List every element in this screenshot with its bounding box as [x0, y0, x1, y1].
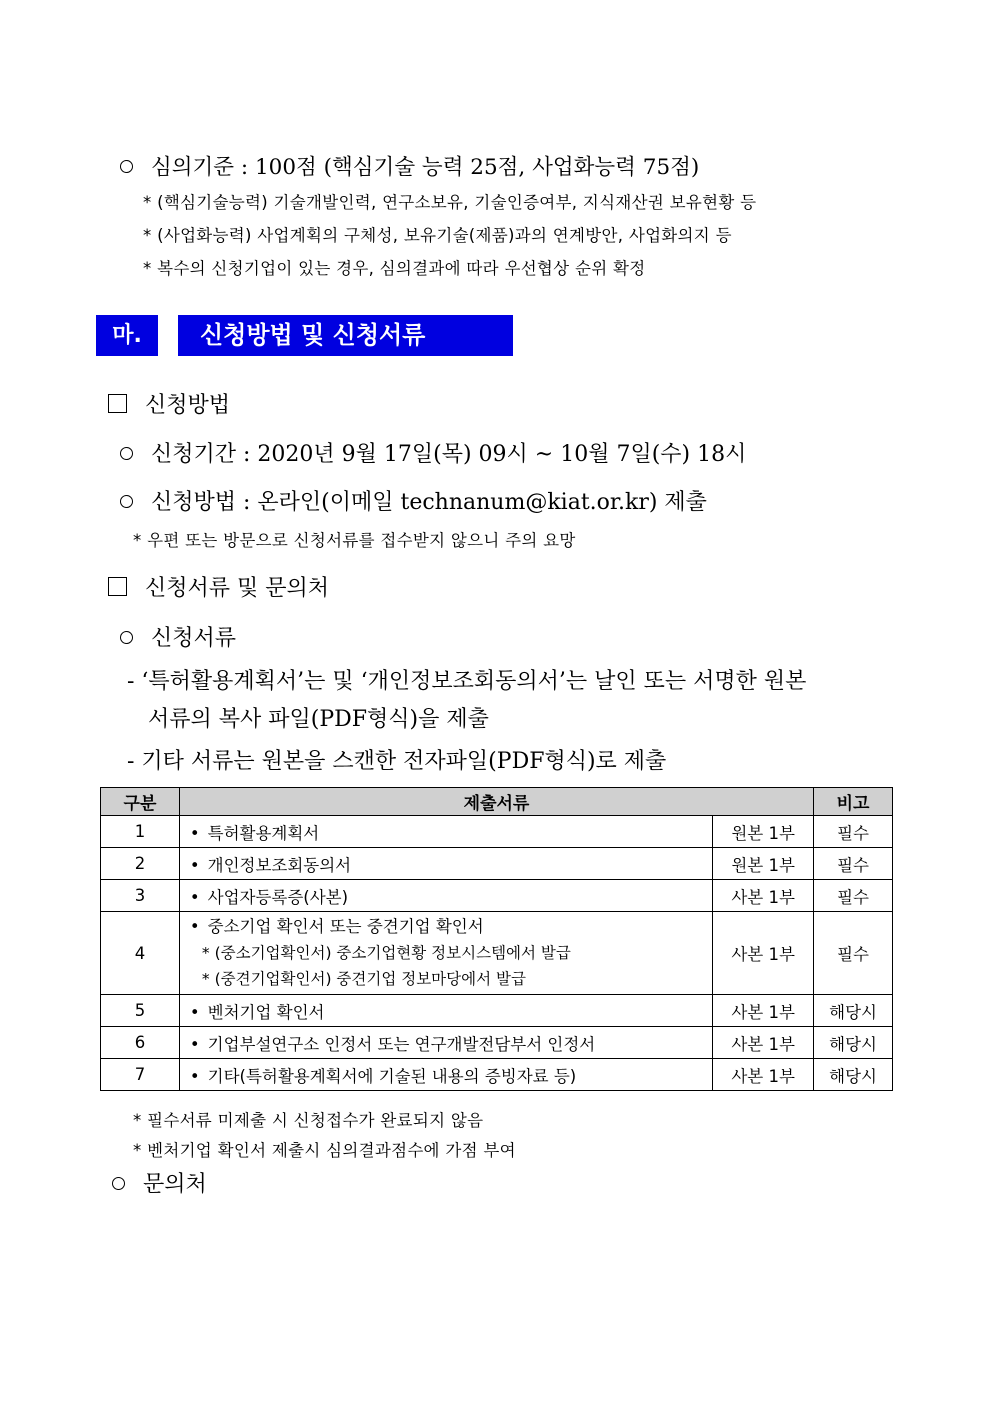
docs-heading	[108, 571, 329, 602]
criteria-note-2: * (사업화능력) 사업계획의 구체성, 보유기술(제품)과의 연계방안, 사업화의지 등	[143, 226, 732, 245]
docs-sub-text: 신청서류	[151, 626, 237, 651]
circle-bullet-icon	[120, 495, 133, 508]
header-docs: 제출서류	[179, 788, 813, 816]
row-item: • 기타(특허활용계획서에 기술된 내용의 증빙자료 등)	[190, 1067, 576, 1086]
criteria-text: 심의기준 : 100점 (핵심기술 능력 25점, 사업화능력 75점)	[151, 155, 700, 180]
table-row	[101, 880, 893, 912]
table-row	[101, 1059, 893, 1091]
footnote-1: * 필수서류 미제출 시 신청접수가 완료되지 않음	[133, 1111, 484, 1130]
circle-bullet-icon	[120, 160, 133, 173]
row-subnote-2: * (중견기업확인서) 중견기업 정보마당에서 발급	[201, 970, 526, 988]
row-copy: 사본 1부	[713, 995, 814, 1027]
contact-text: 문의처	[143, 1172, 207, 1197]
docs-sub	[120, 621, 236, 652]
criteria-line	[120, 150, 699, 181]
circle-bullet-icon	[112, 1177, 125, 1190]
method-how	[120, 485, 707, 516]
table-row	[101, 848, 893, 880]
section-label: 마.	[96, 315, 158, 356]
method-how-text: 신청방법 : 온라인(이메일 technanum@kiat.or.kr) 제출	[151, 490, 707, 515]
method-heading-text: 신청방법	[145, 393, 231, 418]
row-copy: 사본 1부	[713, 880, 814, 912]
row-note: 필수	[814, 848, 893, 880]
documents-table	[100, 787, 893, 1091]
header-note: 비고	[814, 788, 893, 816]
row-subnote-1: * (중소기업확인서) 중소기업현황 정보시스템에서 발급	[201, 944, 571, 962]
docs-line1b: 서류의 복사 파일(PDF형식)을 제출	[148, 707, 489, 732]
footnote-2: * 벤처기업 확인서 제출시 심의결과점수에 가점 부여	[133, 1141, 516, 1160]
row-note: 필수	[814, 816, 893, 848]
docs-line1a: - ‘특허활용계획서’는 및 ‘개인정보조회동의서’는 날인 또는 서명한 원본	[127, 669, 807, 694]
row-note: 해당시	[814, 1059, 893, 1091]
table-row	[101, 816, 893, 848]
row-copy: 사본 1부	[713, 1027, 814, 1059]
row-no: 4	[101, 912, 180, 995]
row-item: • 사업자등록증(사본)	[190, 888, 348, 907]
row-item: • 벤처기업 확인서	[190, 1003, 325, 1022]
method-heading	[108, 388, 230, 419]
docs-line2: - 기타 서류는 원본을 스캔한 전자파일(PDF형식)로 제출	[127, 749, 667, 774]
row-no: 7	[101, 1059, 180, 1091]
table-row	[101, 995, 893, 1027]
row-no: 1	[101, 816, 180, 848]
square-bullet-icon	[108, 577, 127, 596]
row-no: 6	[101, 1027, 180, 1059]
row-item: • 중소기업 확인서 또는 중견기업 확인서	[190, 914, 712, 940]
method-note: * 우편 또는 방문으로 신청서류를 접수받지 않으니 주의 요망	[133, 531, 576, 550]
row-item: • 개인정보조회동의서	[190, 856, 351, 875]
row-copy: 사본 1부	[713, 912, 814, 995]
row-copy: 사본 1부	[713, 1059, 814, 1091]
table-row	[101, 912, 893, 995]
docs-heading-text: 신청서류 및 문의처	[145, 576, 330, 601]
table-header-row	[101, 788, 893, 816]
criteria-note-3: * 복수의 신청기업이 있는 경우, 심의결과에 따라 우선협상 순위 확정	[143, 259, 646, 278]
section-title: 신청방법 및 신청서류	[178, 315, 513, 356]
row-note: 해당시	[814, 1027, 893, 1059]
row-no: 3	[101, 880, 180, 912]
row-note: 해당시	[814, 995, 893, 1027]
header-no: 구분	[101, 788, 180, 816]
circle-bullet-icon	[120, 631, 133, 644]
circle-bullet-icon	[120, 447, 133, 460]
criteria-note-1: * (핵심기술능력) 기술개발인력, 연구소보유, 기술인증여부, 지식재산권 보유현황 등	[143, 193, 757, 212]
method-period-text: 신청기간 : 2020년 9월 17일(목) 09시 ~ 10월 7일(수) 18시	[151, 442, 747, 467]
square-bullet-icon	[108, 394, 127, 413]
row-item: • 기업부설연구소 인정서 또는 연구개발전담부서 인정서	[190, 1035, 595, 1054]
row-no: 2	[101, 848, 180, 880]
table-row	[101, 1027, 893, 1059]
row-note: 필수	[814, 880, 893, 912]
row-copy: 원본 1부	[713, 848, 814, 880]
contact-line	[112, 1167, 207, 1198]
row-item: • 특허활용계획서	[190, 824, 319, 843]
row-copy: 원본 1부	[713, 816, 814, 848]
method-period	[120, 437, 746, 468]
row-no: 5	[101, 995, 180, 1027]
row-note: 필수	[814, 912, 893, 995]
